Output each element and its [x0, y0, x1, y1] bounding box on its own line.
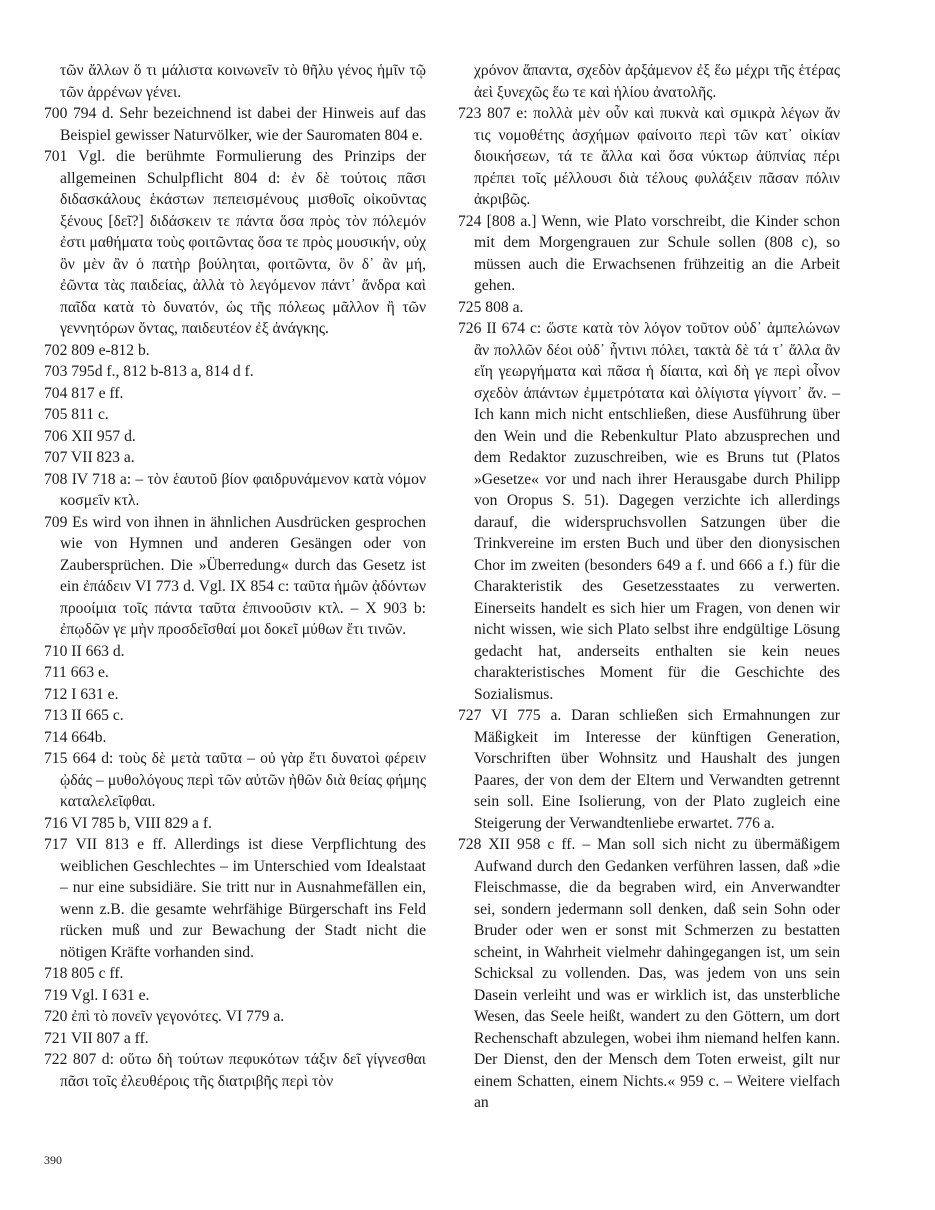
footnote-text: 808 a.	[485, 298, 524, 316]
footnote	[44, 340, 426, 362]
footnote-text: IV 718 a: – τὸν ἑαυτοῦ βίον φαιδρυνάμενον κατὰ νόμον κοσμεῖν κτλ.	[60, 470, 426, 509]
footnote	[44, 705, 426, 727]
footnote	[44, 361, 426, 383]
footnote-text: 807 e: πολλὰ μὲν οὖν καὶ πυκνὰ καὶ σμικρὰ λέγων ἄν τις νομοθέτης ἀσχήμων φαίνοιτο περὶ τῶν κατ᾽ οἰκίαν διοικήσεων, τά τε ἄλλα καὶ ὅσα νύκτωρ ἀϋπνίας πέρι πρέπει τοῖς μέλλουσι διὰ τέλους φυλάξειν πᾶσαν πόλιν ἀκριβῶς.	[474, 105, 840, 208]
footnote-text: Vgl. die berühmte Formulierung des Prinzips der allgemeinen Schulpflicht 804 d: ἐν δὲ τούτοις πᾶσι διδασκάλους ἑκάστων πεπεισμένους μισθοῖς οἰκοῦντας ξένους [δεῖ?] διδάσκειν τε πάντα ὅσα πρὸς τὸν πόλεμόν ἐστι μαθήματα τοὺς φοιτῶντας ὅσα τε πρὸς μουσικήν, οὐχ ὃν μὲν ἂν ὁ πατὴρ βούληται, φοιτῶντα, ὃν δ᾽ ἂν μή, ἐῶντα τὰς παιδείας, ἀλλὰ τὸ λεγόμενον πάντ᾽ ἄνδρα καὶ παῖδα κατὰ τὸ δυνατόν, ὡς τῆς πόλεως μᾶλλον ἢ τῶν γεννητόρων ὄντας, παιδευτέον ἐξ ἀνάγκης.	[60, 148, 426, 337]
footnote-text: I 631 e.	[71, 685, 119, 703]
footnote	[44, 426, 426, 448]
footnote	[44, 727, 426, 749]
left-column	[44, 60, 426, 1092]
footnote-number: 727	[458, 707, 482, 724]
footnote-number: 710	[44, 642, 68, 660]
footnote-text: 809 e-812 b.	[71, 341, 150, 359]
footnote-number: 711	[44, 664, 67, 681]
footnote-number: 721	[44, 1029, 68, 1047]
footnote-number: 701	[44, 148, 68, 165]
footnote-text: 817 e ff.	[71, 384, 124, 402]
footnote-text: [808 a.] Wenn, wie Plato vorschreibt, die Kinder schon mit dem Morgengrauen zur Schule sollen (808 c), so müssen auch die Erwachsenen frühzeitig an die Arbeit gehen.	[474, 212, 840, 294]
footnote-number: 700	[44, 105, 68, 122]
footnote	[44, 512, 426, 641]
footnote-text: τῶν ἄλλων ὅ τι μάλιστα κοινωνεῖν τὸ θῆλυ γένος ἡμῖν τῷ τῶν ἀρρένων γένει.	[60, 62, 426, 101]
footnote	[44, 383, 426, 405]
footnote-number: 709	[44, 513, 68, 531]
footnote	[44, 146, 426, 340]
footnote	[458, 103, 840, 211]
footnote-text: VI 775 a. Daran schließen sich Ermahnungen zur Mäßigkeit im Interesse der künftigen Generation, Vorschriften über Wohnsitz und Haushalt des jungen Paares, der von dem der Eltern und Verwandten getrennt sein soll. Eine Isolierung, von der Plato zugleich eine Steigerung der Verwandtenliebe erwartet. 776 a.	[474, 707, 840, 832]
footnote	[458, 705, 840, 834]
footnote-number: 705	[44, 406, 68, 423]
footnote-text: Vgl. I 631 e.	[71, 986, 150, 1004]
footnote-number: 725	[458, 298, 482, 316]
footnote-text: χρόνον ἅπαντα, σχεδὸν ἀρξάμενον ἐξ ἕω μέχρι τῆς ἑτέρας ἀεὶ ξυνεχῶς ἕω τε καὶ ἡλίου ἀνατολῆς.	[474, 62, 840, 101]
footnote	[44, 447, 426, 469]
footnote-text: XII 957 d.	[71, 427, 136, 445]
footnote-number: 718	[44, 965, 68, 982]
footnote	[458, 834, 840, 1114]
footnote-number: 722	[44, 1051, 68, 1068]
footnote-number: 728	[458, 836, 482, 853]
footnote-number: 712	[44, 685, 68, 703]
footnote	[44, 748, 426, 813]
footnote	[44, 1028, 426, 1050]
footnote-text: 811 c.	[71, 406, 109, 423]
footnote	[44, 1049, 426, 1092]
footnote	[44, 813, 426, 835]
footnote	[44, 834, 426, 963]
footnote	[44, 985, 426, 1007]
footnote	[44, 103, 426, 146]
footnote	[44, 641, 426, 663]
footnote-number: 717	[44, 836, 68, 853]
footnote-text: II 665 c.	[71, 707, 124, 724]
footnote-text: 664b.	[71, 728, 107, 746]
footnote-text: 807 d: οὕτω δὴ τούτων πεφυκότων τάξιν δεῖ γίγνεσθαι πᾶσι τοῖς ἐλευθέροις τῆς διατριβῆς περὶ τὸν	[60, 1051, 426, 1090]
footnote	[44, 60, 426, 103]
footnote	[458, 297, 840, 319]
footnote-number: 719	[44, 986, 68, 1004]
footnote-text: XII 958 c ff. – Man soll sich nicht zu übermäßigem Aufwand durch den Gedanken verführen lassen, daß »die Fleischmasse, die da begraben wird, ein Anverwandter sei, sondern jedermann soll denken, daß sein Sohn oder Bruder oder wen er sonst mit Schmerzen zu bestatten scheint, in Wahrheit vielmehr dahingegangen ist, um sein Schicksal zu vollenden. Das, was jedem von uns sein Dasein verleiht und was er wirklich ist, das unsterbliche Wesen, das Seele heißt, wandert zu den Göttern, um dort Rechenschaft abzulegen, wobei ihm niemand helfen kann. Der Dienst, den der Mensch dem Toten erweist, gilt nur einem Schatten, einem Nichts.« 959 c. – Weitere vielfach an	[474, 836, 840, 1111]
footnote-text: VI 785 b, VIII 829 a f.	[71, 814, 212, 832]
footnote-text: ἐπὶ τὸ πονεῖν γεγονότες. VI 779 a.	[71, 1008, 285, 1025]
footnote	[458, 211, 840, 297]
footnote-number: 720	[44, 1008, 68, 1025]
footnote-text: 794 d. Sehr bezeichnend ist dabei der Hinweis auf das Beispiel gewisser Naturvölker, wie der Sauromaten 804 e.	[60, 105, 426, 144]
footnote-number: 713	[44, 707, 68, 724]
footnote	[458, 318, 840, 705]
footnote-number: 723	[458, 105, 482, 122]
footnote-number: 726	[458, 320, 482, 337]
footnote	[44, 963, 426, 985]
footnote-text: VII 807 a ff.	[71, 1029, 149, 1047]
footnote-number: 706	[44, 427, 68, 445]
footnote-number: 714	[44, 728, 68, 746]
footnote-text: VII 823 a.	[71, 449, 135, 466]
footnote	[44, 1006, 426, 1028]
page-number: 390	[44, 1153, 62, 1167]
footnote	[44, 684, 426, 706]
footnote-text: Es wird von ihnen in ähnlichen Ausdrücken gesprochen wie von Hymnen und anderen Gesängen oder von Zaubersprüchen. Die »Überredung« durch das Gesetz ist ein ἐπάδειν VI 773 d. Vgl. IX 854 c: ταῦτα ἡμῶν ᾀδόντων προοίμια τοῖς πάντα ταῦτα ἐπινοοῦσιν κτλ. – X 903 b: ἐπῳδῶν γε μὴν προσδεῖσθαί μοι δοκεῖ μύθων ἔτι τινῶν.	[60, 513, 427, 638]
right-column	[458, 60, 840, 1114]
footnote-text: 795d f., 812 b-813 a, 814 d f.	[71, 363, 254, 380]
footnote	[44, 469, 426, 512]
footnote-number: 724	[458, 212, 482, 230]
footnote	[458, 60, 840, 103]
footnote	[44, 662, 426, 684]
footnote-text: VII 813 e ff. Allerdings ist diese Verpflichtung des weiblichen Geschlechtes – im Unterschied vom Idealstaat – nur eine subsidiäre. Sie tritt nur in Ausnahmefällen ein, wenn z.B. die gesamte wehrfähige Bürgerschaft ins Feld rücken muß und zur Bewachung der Stadt nicht die nötigen Kräfte vorhanden sind.	[60, 836, 426, 961]
footnote-text: II 674 c: ὥστε κατὰ τὸν λόγον τοῦτον οὐδ᾽ ἀμπελώνων ἂν πολλῶν δέοι οὐδ᾽ ἧντινι πόλει, τακτὰ δὲ τά τ᾽ ἄλλα ἂν εἴη γεωργήματα καὶ πᾶσα ἡ δίαιτα, καὶ δὴ γε περὶ οἶνον σχεδὸν ἁπάντων ἐμμετρότατα καὶ ὀλίγιστα γίγνοιτ᾽ ἄν. – Ich kann mich nicht entschließen, diese Ausführung über den Wein und die Rebenkultur Plato abzusprechen und dem Redaktor zuzuschreiben, wie es Bruns tut (Platos »Gesetze« vor und nach ihrer Herausgabe durch Philipp von Oropus S. 51). Dagegen verzichte ich allerdings darauf, die widerspruchsvollen Satzungen über die Trinkvereine im ersten Buch und über den dionysischen Chor im zweiten (besonders 649 a f. und 666 a f.) für die Charakteristik des Gesetzesstaates zu verwerten. Einerseits handelt es sich hier um Fragen, von denen wir nicht wissen, wie sich Plato selbst ihre endgültige Lösung gedacht hat, anderseits enthalten sie kein neues charakteristisches Moment für die Geschichte des Sozialismus.	[474, 320, 840, 703]
footnote-text: II 663 d.	[71, 642, 125, 660]
footnote-number: 704	[44, 384, 68, 402]
footnote-number: 716	[44, 814, 68, 832]
footnote-text: 663 e.	[70, 664, 109, 681]
footnote-number: 708	[44, 470, 68, 488]
footnote-text: 805 c ff.	[71, 965, 124, 982]
footnote-text: 664 d: τοὺς δὲ μετὰ ταῦτα – οὐ γὰρ ἔτι δυνατοὶ φέρειν ᾠδάς – μυθολόγους περὶ τῶν αὐτῶν ἠθῶν διὰ θείας φήμης καταλελεῖφθαι.	[60, 750, 426, 810]
footnote-number: 703	[44, 363, 68, 380]
footnote-number: 702	[44, 341, 68, 359]
footnote-number: 707	[44, 449, 68, 466]
footnote-number: 715	[44, 750, 68, 767]
footnote	[44, 404, 426, 426]
